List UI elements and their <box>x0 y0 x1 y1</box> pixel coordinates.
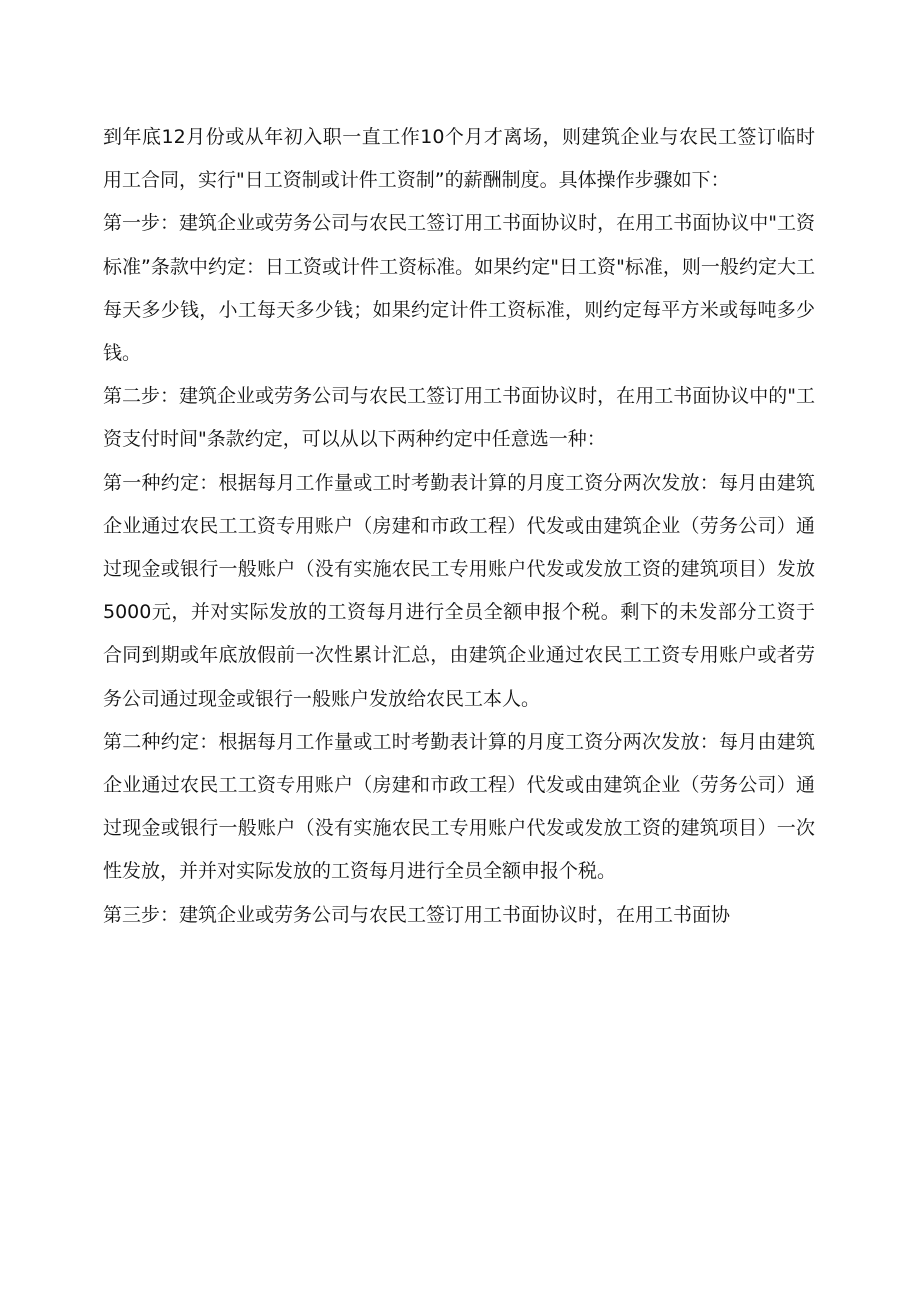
paragraph-step-three: 第三步：建筑企业或劳务公司与农民工签订用工书面协议时，在用工书面协 <box>103 903 731 926</box>
paragraph-option-one: 第一种约定：根据每月工作量或工时考勤表计算的月度工资分两次发放：每月由建筑企业通过农民工工资专用账户（房建和市政工程）代发或由建筑企业（劳务公司）通过现金或银行一般账户（没有实施农民工专用账户代发或发放工资的建筑项目）发放5000元，并对实际发放的工资每月进行全员全额申报个税。剩下的未发部分工资于合同到期或年底放假前一次性累计汇总，由建筑企业通过农民工工资专用账户或者劳务公司通过现金或银行一般账户发放给农民工本人。 <box>103 471 815 710</box>
paragraph-option-two: 第二种约定：根据每月工作量或工时考勤表计算的月度工资分两次发放：每月由建筑企业通过农民工工资专用账户（房建和市政工程）代发或由建筑企业（劳务公司）通过现金或银行一般账户（没有实施农民工专用账户代发或发放工资的建筑项目）一次性发放，并并对实际发放的工资每月进行全员全额申报个税。 <box>103 730 815 883</box>
paragraph-step-one: 第一步：建筑企业或劳务公司与农民工签订用工书面协议时，在用工书面协议中"工资标准”条款中约定：日工资或计件工资标准。如果约定"日工资"标准，则一般约定大工每天多少钱，小工每天多少钱；如果约定计件工资标准，则约定每平方米或每吨多少钱。 <box>103 212 815 365</box>
paragraph-intro: 到年底12月份或从年初入职一直工作10个月才离场，则建筑企业与农民工签订临时用工合同，实行"日工资制或计件工资制”的薪酬制度。具体操作步骤如下： <box>103 126 815 192</box>
document-body <box>103 116 815 937</box>
paragraph-step-two: 第二步：建筑企业或劳务公司与农民工签订用工书面协议时，在用工书面协议中的"工资支付时间"条款约定，可以从以下两种约定中任意选一种： <box>103 385 815 451</box>
